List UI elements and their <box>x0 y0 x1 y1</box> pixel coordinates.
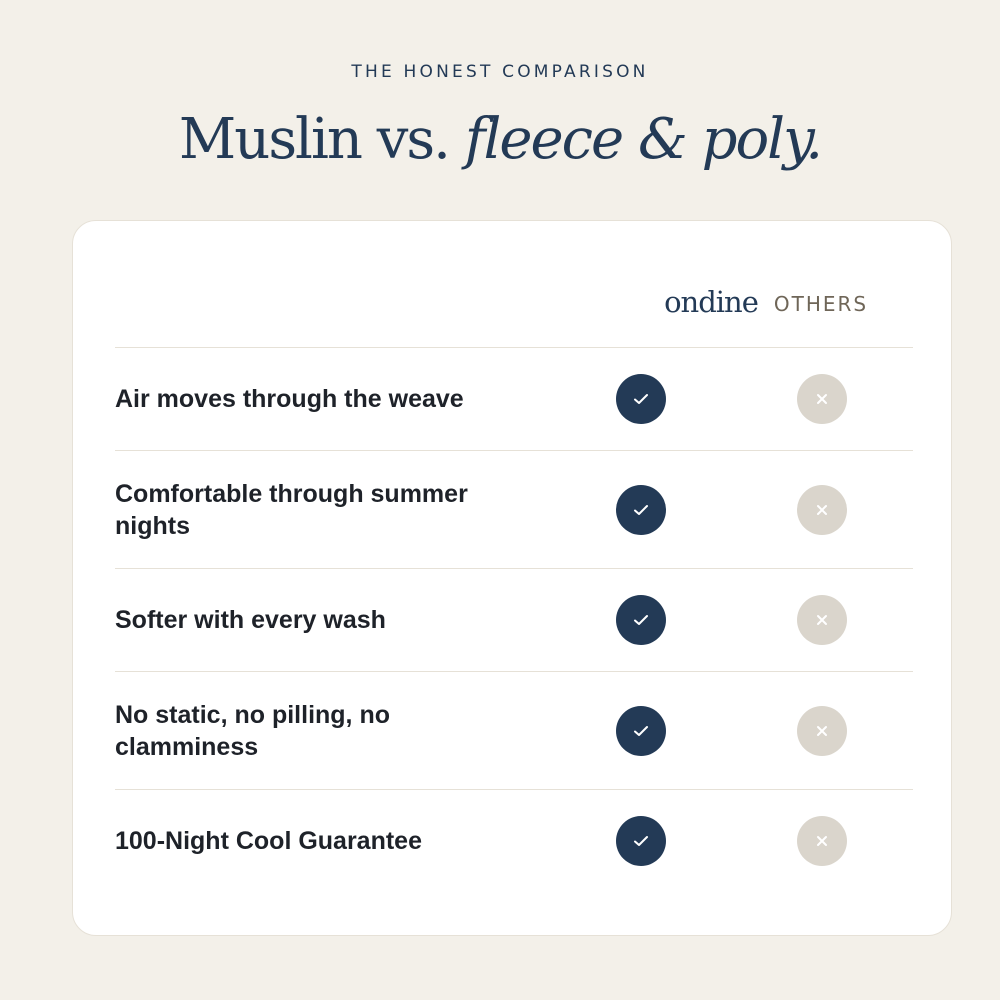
page-title <box>0 102 1000 178</box>
cross-icon <box>797 706 847 756</box>
check-icon <box>616 595 666 645</box>
table-row <box>115 347 913 450</box>
check-icon <box>616 485 666 535</box>
check-icon <box>616 706 666 756</box>
cross-icon <box>797 595 847 645</box>
brand-column-header: ondine <box>664 285 758 319</box>
eyebrow-label: THE HONEST COMPARISON <box>351 62 649 82</box>
table-row <box>115 789 913 892</box>
cross-icon <box>797 374 847 424</box>
comparison-card <box>72 220 952 936</box>
row-label: Comfortable through summer nights <box>115 479 468 540</box>
check-icon <box>616 816 666 866</box>
table-row <box>115 671 913 789</box>
row-label: No static, no pilling, no clamminess <box>115 700 390 761</box>
others-column-header: OTHERS <box>773 292 869 316</box>
row-label: 100-Night Cool Guarantee <box>115 827 422 855</box>
title-part-fleece-poly: fleece & poly. <box>464 107 822 172</box>
cross-icon <box>797 816 847 866</box>
comparison-rows <box>115 347 913 892</box>
title-part-muslin: Muslin vs. <box>178 107 449 172</box>
check-icon <box>616 374 666 424</box>
cross-icon <box>797 485 847 535</box>
row-label: Air moves through the weave <box>115 385 464 413</box>
row-label: Softer with every wash <box>115 606 386 634</box>
table-row <box>115 568 913 671</box>
table-row <box>115 450 913 568</box>
